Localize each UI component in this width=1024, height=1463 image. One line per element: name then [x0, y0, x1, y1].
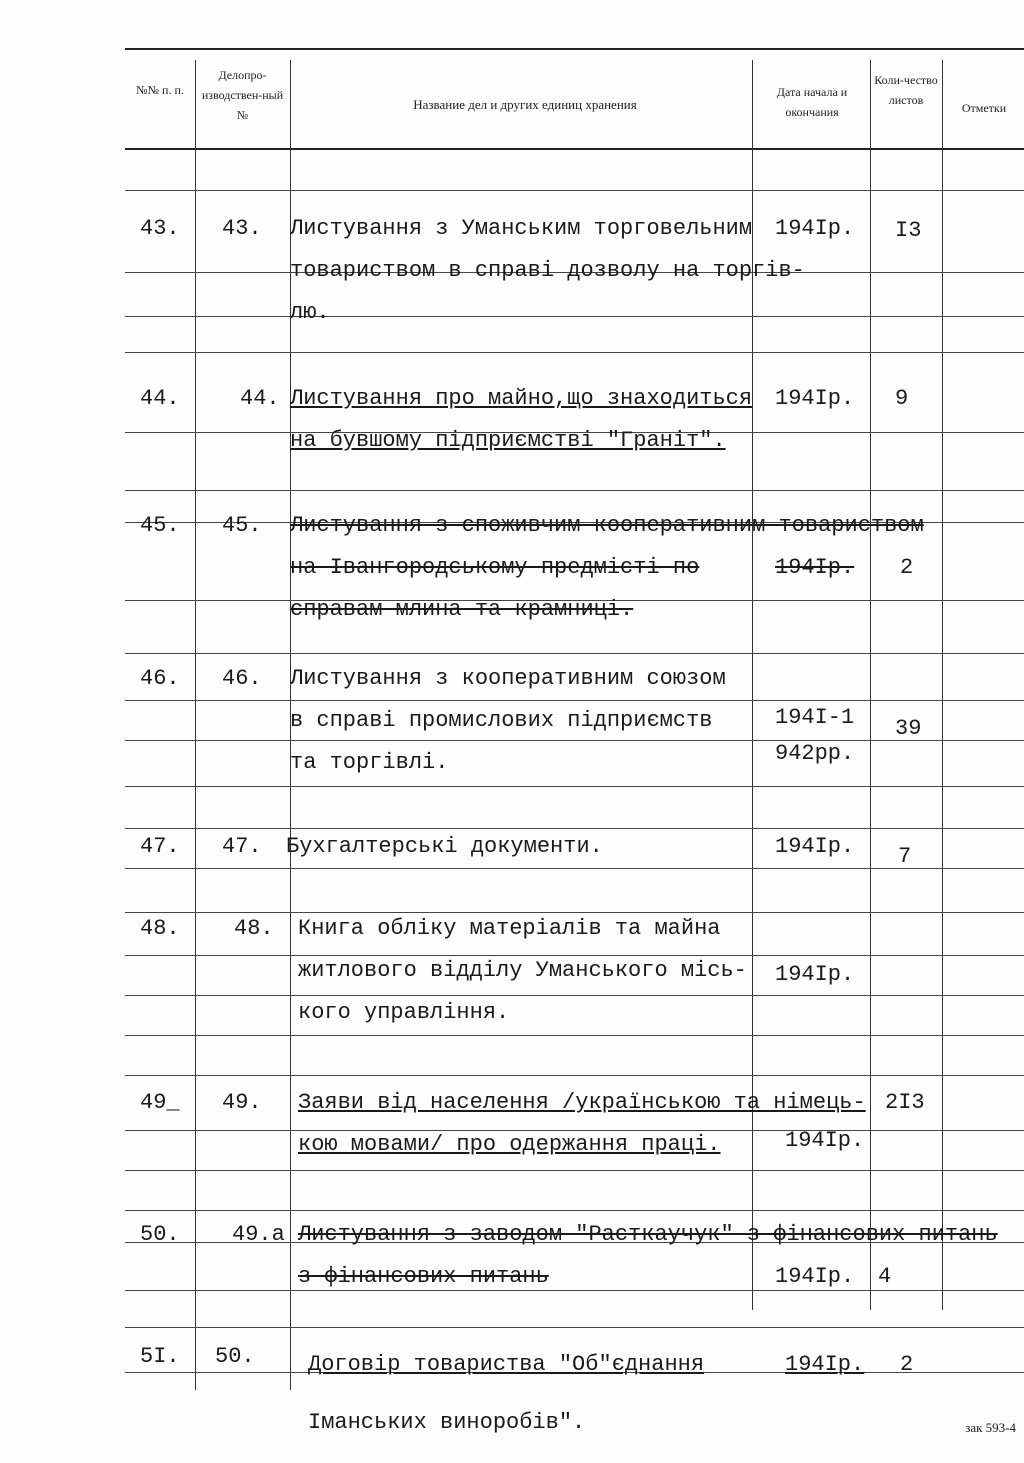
row-title — [308, 1336, 704, 1436]
title-line: Листування про майно,що знаходиться — [290, 386, 753, 411]
doc-number: 43. — [222, 216, 262, 241]
row-number: 44. — [140, 386, 180, 411]
row-title — [290, 658, 726, 784]
row-count: 2 — [900, 555, 914, 580]
doc-number: 48. — [234, 916, 274, 941]
row-count: I3 — [895, 218, 922, 243]
doc-number: 47. — [222, 834, 262, 859]
title-line: Іманських виноробів". — [308, 1410, 586, 1435]
ruled-line — [125, 490, 1024, 491]
title-line: Книга обліку матеріалів та майна — [298, 916, 721, 941]
row-date: 194Iр. — [775, 1264, 855, 1289]
title-line: кого управління. — [298, 1000, 510, 1025]
title-line: та торгівлі. — [290, 750, 449, 775]
row-date: 194Iр. — [775, 962, 855, 987]
title-line: товариством в справі дозволу на торгів- — [290, 258, 805, 283]
row-number: 50. — [140, 1222, 180, 1247]
row-number: 46. — [140, 666, 180, 691]
row-date: 194Iр. — [775, 555, 855, 580]
doc-number: 45. — [222, 513, 262, 538]
column-divider — [870, 60, 871, 1310]
title-line: справам млина та крамниці. — [290, 597, 634, 622]
ruled-line — [125, 1170, 1024, 1171]
title-line: житлового відділу Уманського місь- — [298, 958, 747, 983]
row-title — [298, 908, 747, 1034]
title-line: лю. — [290, 300, 330, 325]
row-date: 194Iр. — [775, 386, 855, 411]
doc-number: 50. — [215, 1344, 255, 1369]
ruled-line — [125, 1075, 1024, 1076]
title-line: Договір товариства "Об"єднання — [308, 1352, 705, 1377]
header-col-notes: Отметки — [961, 101, 1007, 115]
title-line: Листування з Уманським торговельним — [290, 216, 753, 241]
title-line: кою мовами/ про одержання праці. — [298, 1132, 721, 1157]
row-count: 39 — [895, 716, 922, 741]
row-count: 2I3 — [885, 1090, 925, 1115]
row-number: 43. — [140, 216, 180, 241]
row-count: 7 — [898, 844, 912, 869]
row-number: 49_ — [140, 1090, 180, 1115]
row-date: 194Iр. — [775, 834, 855, 859]
title-line: в справі промислових підприємств — [290, 708, 713, 733]
ruled-line — [125, 653, 1024, 654]
header-col-doc-number: Делопро-изводствен-ный № — [201, 68, 284, 122]
header-col-date: Дата начала и окончания — [776, 85, 848, 119]
title-line: Листування з заводом "Расткаучук" з фінансових питань — [298, 1222, 998, 1247]
row-date: 194Iр. — [785, 1128, 865, 1153]
row-title — [290, 208, 805, 334]
column-divider — [195, 60, 196, 1390]
row-number: 48. — [140, 916, 180, 941]
row-title — [298, 1082, 866, 1166]
row-count: 2 — [900, 1352, 914, 1377]
title-line: Листування з споживчим кооперативним товариством — [290, 513, 924, 538]
column-divider — [942, 60, 943, 1310]
row-date: 194Iр. — [785, 1352, 865, 1377]
doc-number: 46. — [222, 666, 262, 691]
ruled-line — [125, 786, 1024, 787]
header-col-title: Название дел и других единиц хранения — [413, 97, 637, 112]
title-line: Заяви від населення /українською та німець- — [298, 1090, 866, 1115]
ruled-line — [125, 352, 1024, 353]
row-number: 45. — [140, 513, 180, 538]
title-line: на Івангородському предмісті по — [290, 555, 700, 580]
title-line: на бувшому підприємстві "Граніт". — [290, 428, 726, 453]
title-line: з фінансових питань — [298, 1264, 549, 1289]
title-line: Бухгалтерські документи. — [286, 834, 603, 859]
row-count: 4 — [878, 1264, 892, 1289]
row-date: 194I-1942рр. — [775, 705, 855, 766]
row-title — [290, 378, 752, 462]
doc-number: 49.а — [232, 1222, 285, 1247]
doc-number: 44. — [240, 386, 280, 411]
header-col-count: Коли-чество листов — [874, 73, 938, 107]
row-number: 47. — [140, 834, 180, 859]
ruled-line — [125, 1035, 1024, 1036]
ruled-line — [125, 868, 1024, 869]
row-date: 194Iр. — [775, 216, 855, 241]
ruled-line — [125, 190, 1024, 191]
print-order-mark: зак 593-4 — [965, 1420, 1016, 1435]
ruled-line — [125, 1327, 1024, 1328]
row-count: 9 — [895, 386, 909, 411]
header-bottom-rule — [125, 148, 1024, 150]
ruled-line — [125, 1210, 1024, 1211]
title-line: Листування з кооперативним союзом — [290, 666, 726, 691]
row-title — [298, 1214, 998, 1298]
header-col-number: №№ п. п. — [136, 83, 184, 97]
row-number: 5I. — [140, 1344, 180, 1369]
row-title — [286, 826, 603, 868]
top-rule — [125, 48, 1024, 50]
doc-number: 49. — [222, 1090, 262, 1115]
